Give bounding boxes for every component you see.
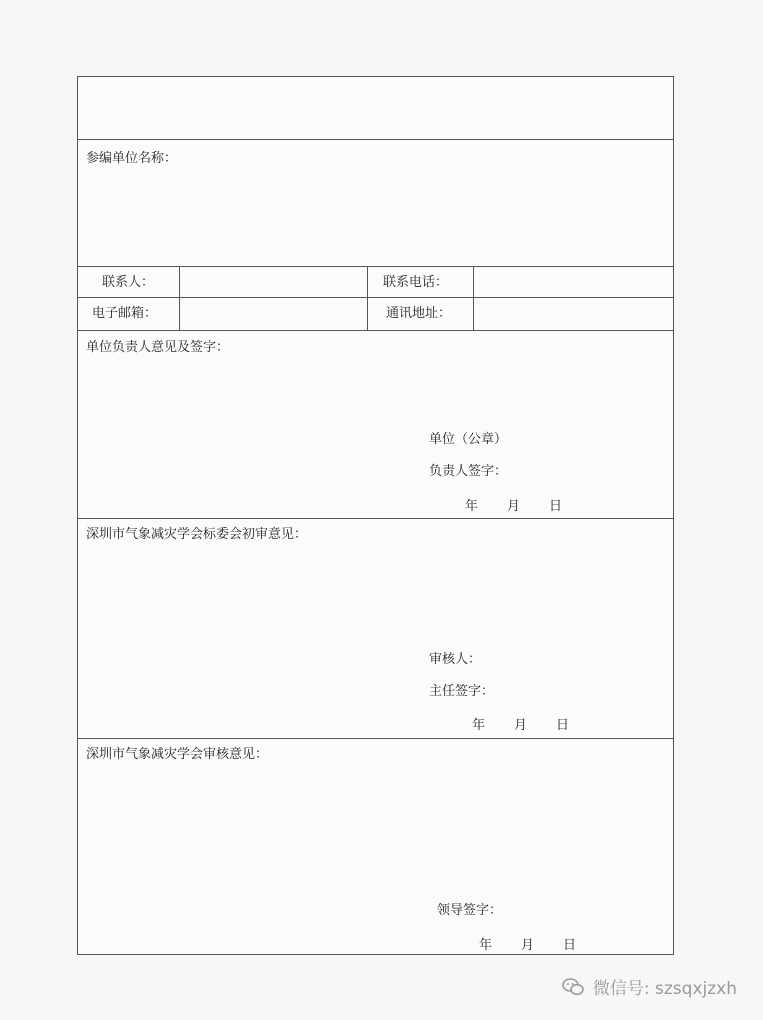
date-month: 月 — [514, 718, 528, 733]
committee-review-label: 深圳市气象减灾学会标委会初审意见： — [86, 527, 308, 542]
director-signature-label: 主任签字： — [429, 684, 495, 699]
email-label: 电子邮箱： — [92, 306, 158, 321]
row-divider — [78, 330, 673, 331]
watermark-text: 微信号: szsqxjzxh — [592, 979, 737, 999]
application-form — [77, 76, 674, 955]
participating-unit-label: 参编单位名称： — [86, 151, 178, 166]
column-divider — [473, 266, 474, 330]
date-year: 年 — [465, 499, 479, 514]
society-review-label: 深圳市气象减灾学会审核意见： — [86, 747, 269, 762]
column-divider — [367, 266, 368, 330]
unit-head-opinion-label: 单位负责人意见及签字： — [86, 340, 230, 355]
date-day: 日 — [549, 499, 563, 514]
date-day: 日 — [563, 938, 577, 953]
wechat-icon — [561, 975, 585, 999]
row-divider — [78, 738, 673, 739]
date-year: 年 — [479, 938, 493, 953]
contact-phone-label: 联系电话： — [383, 275, 449, 290]
leader-signature-label: 领导签字： — [437, 903, 503, 918]
contact-person-label: 联系人： — [102, 275, 155, 290]
wechat-watermark — [561, 974, 737, 999]
date-month: 月 — [507, 499, 521, 514]
mailing-address-label: 通讯地址： — [386, 306, 452, 321]
column-divider — [179, 266, 180, 330]
reviewer-label: 审核人： — [429, 652, 482, 667]
row-divider — [78, 139, 673, 140]
row-divider — [78, 266, 673, 267]
date-day: 日 — [556, 718, 570, 733]
head-signature-label: 负责人签字： — [429, 464, 508, 479]
row-divider — [78, 297, 673, 298]
date-year: 年 — [472, 718, 486, 733]
date-month: 月 — [521, 938, 535, 953]
row-divider — [78, 518, 673, 519]
unit-seal-label: 单位（公章） — [429, 432, 508, 447]
